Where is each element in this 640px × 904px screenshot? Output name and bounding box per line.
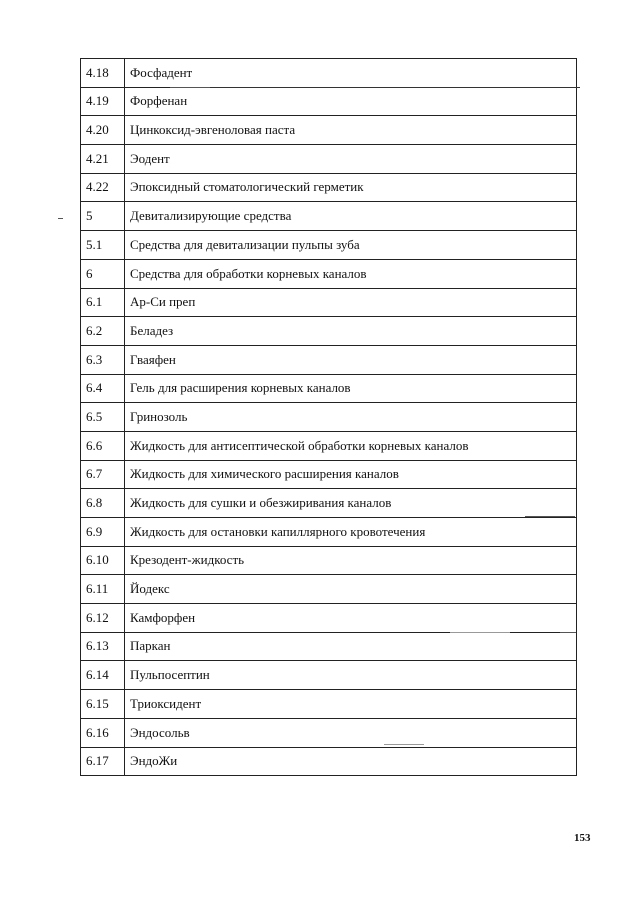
scan-artifact — [58, 218, 63, 219]
row-number: 5 — [81, 202, 125, 231]
table-row — [81, 518, 577, 547]
row-name: Ар-Си преп — [125, 288, 577, 317]
row-number: 6.13 — [81, 632, 125, 661]
row-name: Жидкость для остановки капиллярного кровотечения — [125, 518, 577, 547]
row-name: Эодент — [125, 145, 577, 174]
table-row — [81, 546, 577, 575]
row-number: 4.22 — [81, 173, 125, 202]
row-name: Крезодент-жидкость — [125, 546, 577, 575]
row-number: 6.9 — [81, 518, 125, 547]
table-row — [81, 460, 577, 489]
table-row — [81, 116, 577, 145]
row-name: Жидкость для антисептической обработки корневых каналов — [125, 431, 577, 460]
row-name: Гваяфен — [125, 345, 577, 374]
row-number: 6.7 — [81, 460, 125, 489]
table-row — [81, 317, 577, 346]
table-row — [81, 202, 577, 231]
page-number: 153 — [574, 832, 591, 844]
table-row — [81, 173, 577, 202]
row-name: Девитализирующие средства — [125, 202, 577, 231]
row-number: 4.19 — [81, 87, 125, 116]
scan-artifact — [210, 87, 580, 88]
row-number: 6.4 — [81, 374, 125, 403]
row-name: ЭндоЖи — [125, 747, 577, 776]
row-number: 6.16 — [81, 718, 125, 747]
table-row — [81, 747, 577, 776]
table-row — [81, 690, 577, 719]
table-row — [81, 374, 577, 403]
row-number: 6.5 — [81, 403, 125, 432]
row-number: 6.6 — [81, 431, 125, 460]
table-row — [81, 345, 577, 374]
row-number: 6.11 — [81, 575, 125, 604]
row-name: Эндосольв — [125, 718, 577, 747]
row-name: Триоксидент — [125, 690, 577, 719]
row-number: 4.20 — [81, 116, 125, 145]
row-name: Средства для обработки корневых каналов — [125, 259, 577, 288]
table-row — [81, 403, 577, 432]
row-name: Жидкость для сушки и обезжиривания каналов — [125, 489, 577, 518]
table-row — [81, 259, 577, 288]
row-number: 6.15 — [81, 690, 125, 719]
table-row — [81, 632, 577, 661]
table-row — [81, 231, 577, 260]
row-number: 6.10 — [81, 546, 125, 575]
row-name: Фосфадент — [125, 59, 577, 88]
table-row — [81, 59, 577, 88]
table-row — [81, 489, 577, 518]
scan-artifact — [170, 87, 210, 88]
row-name: Йодекс — [125, 575, 577, 604]
table-row — [81, 604, 577, 633]
table-row — [81, 431, 577, 460]
row-name: Цинкоксид-эвгеноловая паста — [125, 116, 577, 145]
row-number: 6.14 — [81, 661, 125, 690]
row-name: Паркан — [125, 632, 577, 661]
row-name: Пульпосептин — [125, 661, 577, 690]
row-name: Камфорфен — [125, 604, 577, 633]
row-name: Средства для девитализации пульпы зуба — [125, 231, 577, 260]
row-name: Гель для расширения корневых каналов — [125, 374, 577, 403]
row-number: 6.3 — [81, 345, 125, 374]
table-row — [81, 145, 577, 174]
scan-artifact — [450, 632, 510, 633]
row-name: Форфенан — [125, 87, 577, 116]
row-number: 6.2 — [81, 317, 125, 346]
row-number: 6.17 — [81, 747, 125, 776]
scan-artifact — [384, 744, 424, 745]
row-number: 6 — [81, 259, 125, 288]
row-name: Жидкость для химического расширения каналов — [125, 460, 577, 489]
row-number: 4.18 — [81, 59, 125, 88]
row-number: 6.12 — [81, 604, 125, 633]
row-name: Беладез — [125, 317, 577, 346]
row-name: Эпоксидный стоматологический герметик — [125, 173, 577, 202]
row-name: Гринозоль — [125, 403, 577, 432]
row-number: 5.1 — [81, 231, 125, 260]
table-row — [81, 87, 577, 116]
substances-table — [80, 58, 577, 776]
table-row — [81, 288, 577, 317]
row-number: 4.21 — [81, 145, 125, 174]
table-body — [81, 59, 577, 776]
row-number: 6.8 — [81, 489, 125, 518]
table-row — [81, 661, 577, 690]
table-row — [81, 575, 577, 604]
row-number: 6.1 — [81, 288, 125, 317]
scan-artifact — [560, 632, 576, 633]
table-row — [81, 718, 577, 747]
scan-artifact — [525, 516, 575, 517]
